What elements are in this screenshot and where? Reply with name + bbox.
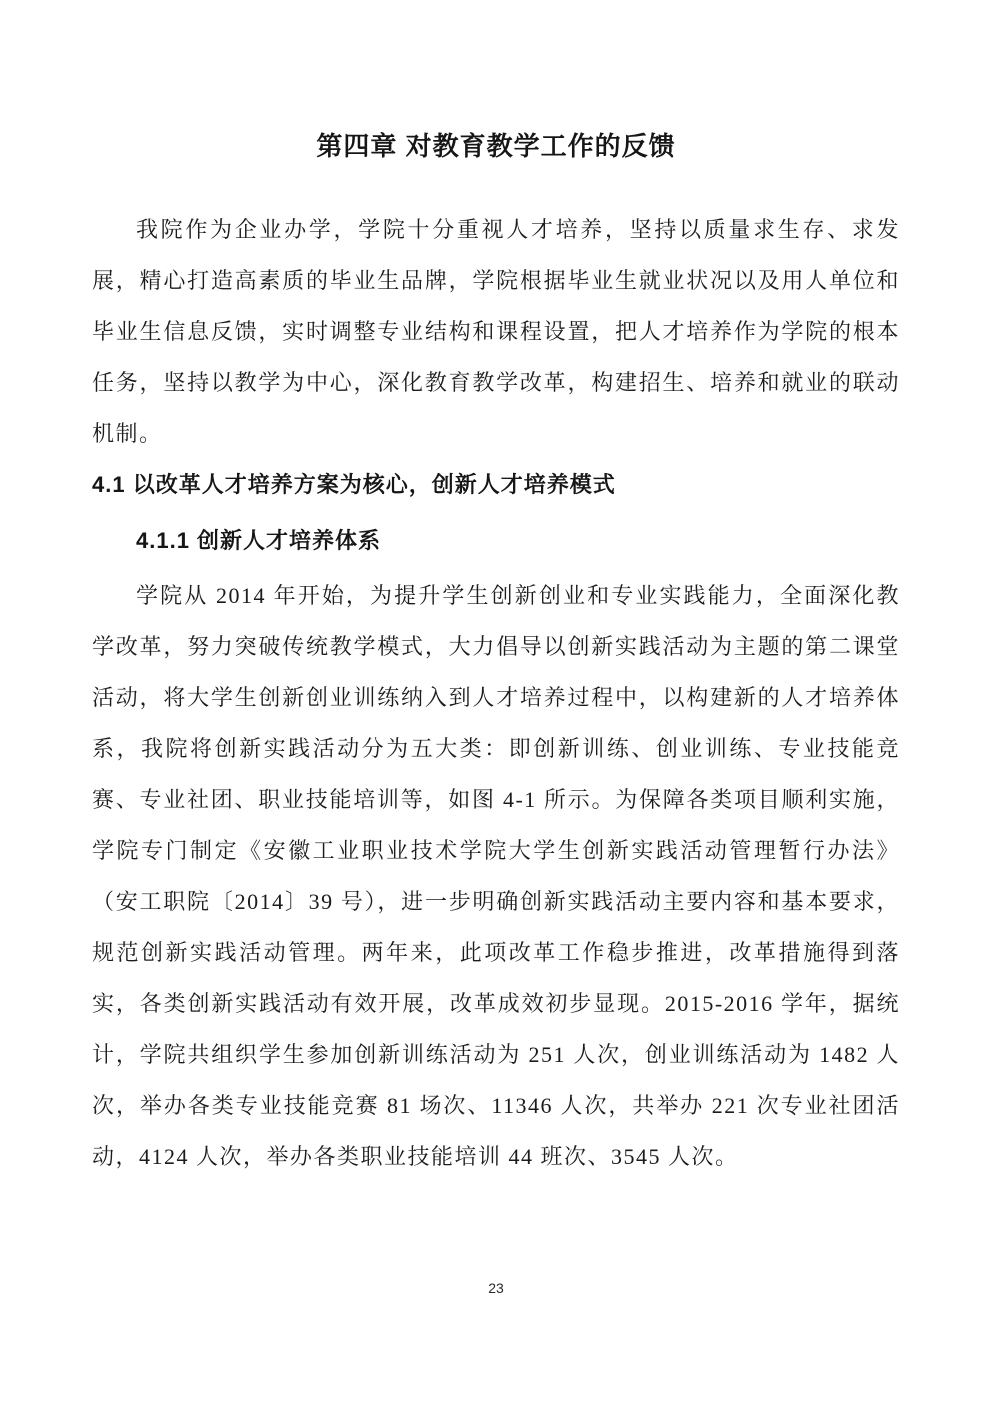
section-heading-4-1: 4.1 以改革人才培养方案为核心，创新人才培养模式 bbox=[92, 472, 616, 497]
subsection-heading-4-1-1: 4.1.1 创新人才培养体系 bbox=[136, 528, 382, 553]
intro-paragraph: 我院作为企业办学，学院十分重视人才培养，坚持以质量求生存、求发展，精心打造高素质的毕业生品牌，学院根据毕业生就业状况以及用人单位和毕业生信息反馈，实时调整专业结构和课程设置，把人才培养作为学院的根本任务，坚持以教学为中心，深化教育教学改革，构建招生、培养和就业的联动机制。 bbox=[92, 217, 900, 446]
page-number: 23 bbox=[488, 1280, 504, 1296]
section-body-paragraph: 学院从 2014 年开始，为提升学生创新创业和专业实践能力，全面深化教学改革，努力突破传统教学模式，大力倡导以创新实践活动为主题的第二课堂活动，将大学生创新创业训练纳入到人才培养过程中，以构建新的人才培养体系，我院将创新实践活动分为五大类：即创新训练、创业训练、专业技能竞赛、专业社团、职业技能培训等，如图 4-1 所示。为保障各类项目顺利实施，学院专门制定《安徽工业职业技术学院大学生创新实践活动管理暂行办法》（安工职院〔2014〕39 号），进一步明确创新实践活动主要内容和基本要求，规范创新实践活动管理。两年来，此项改革工作稳步推进，改革措施得到落实，各类创新实践活动有效开展，改革成效初步显现。2015-2016 学年，据统计，学院共组织学生参加创新训练活动为 251 人次，创业训练活动为 1482 人次，举办各类专业技能竞赛 81 场次、11346 人次，共举办 221 次专业社团活动，4124 人次，举办各类职业技能培训 44 班次、3545 人次。 bbox=[92, 583, 900, 1169]
chapter-title: 第四章 对教育教学工作的反馈 bbox=[316, 131, 676, 161]
